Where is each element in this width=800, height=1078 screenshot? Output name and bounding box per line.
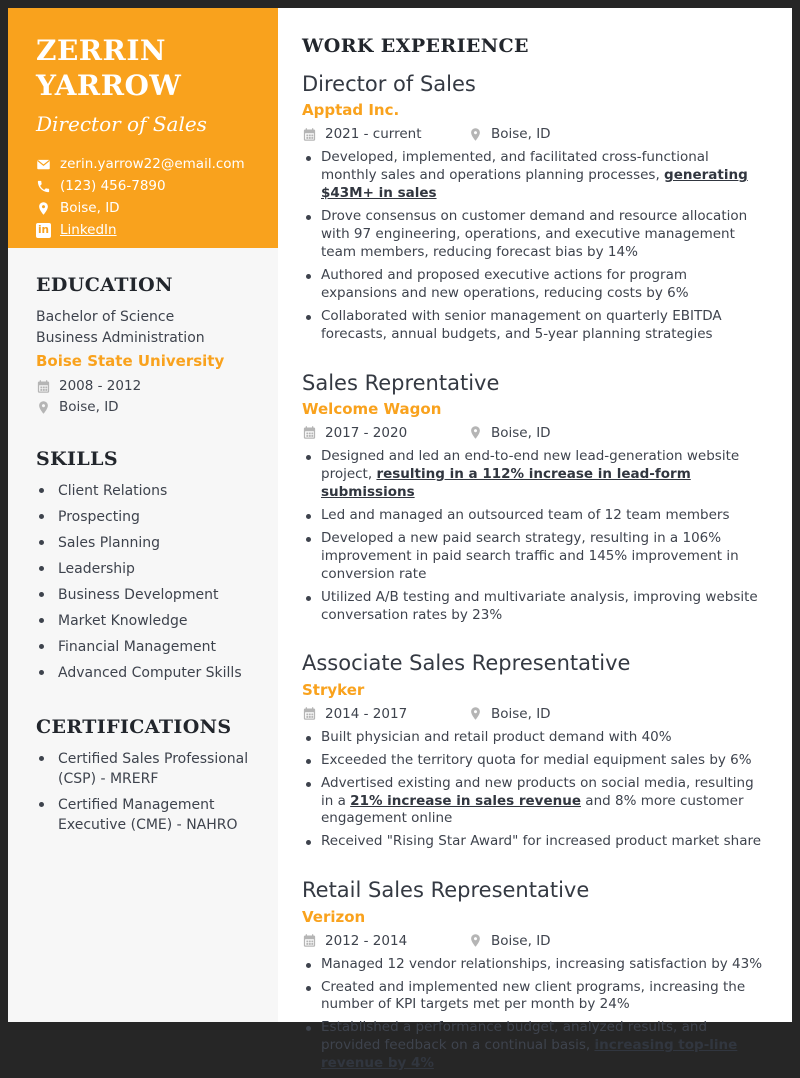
job-location: Boise, ID <box>491 932 551 949</box>
location-pin-icon <box>468 933 483 948</box>
bullet-item: Designed and led an end-to-end new lead-generation website project, resulting in a 112% increase in lead-form submissions <box>302 448 764 502</box>
bullet-item: Established a performance budget, analyzed results, and provided feedback on a continual basis, increasing top-line revenue by 4% <box>302 1019 764 1073</box>
job-title: Director of Sales <box>302 72 476 96</box>
profile-header <box>8 8 278 248</box>
work-experience-heading: WORK EXPERIENCE <box>302 35 529 57</box>
bullet-item: Advertised existing and new products on social media, resulting in a 21% increase in sales revenue and 8% more customer engagement online <box>302 775 764 829</box>
skill-item: Financial Management <box>36 637 256 657</box>
contact-email <box>36 156 254 172</box>
job-bullets <box>302 448 764 625</box>
bullet-item: Created and implemented new client programs, increasing the number of KPI targets met per month by 24% <box>302 979 764 1015</box>
linkedin-icon: in <box>37 224 50 237</box>
degree-line: Business Administration <box>36 330 205 346</box>
job-entry <box>302 878 764 1073</box>
job-dates-cell <box>302 126 468 142</box>
job-meta-row <box>302 706 764 722</box>
bullet-item: Developed a new paid search strategy, resulting in a 106% improvement in paid search traffic and 145% improvement in conversion rate <box>302 530 764 584</box>
person-title: Director of Sales <box>36 112 207 137</box>
phone-text: (123) 456-7890 <box>60 178 166 195</box>
job-meta-row <box>302 933 764 949</box>
job-title: Sales Reprentative <box>302 370 500 395</box>
email-text: zerin.yarrow22@email.com <box>60 156 245 173</box>
company-name: Stryker <box>302 680 365 699</box>
person-name: ZERRIN YARROW <box>36 34 182 102</box>
job-entry <box>302 371 764 625</box>
linkedin-link[interactable]: LinkedIn <box>60 222 117 239</box>
resume-page <box>8 8 792 1072</box>
location-pin-icon <box>468 706 483 721</box>
job-bullets <box>302 729 764 852</box>
degree-line: Bachelor of Science <box>36 309 175 325</box>
contact-list <box>36 156 254 238</box>
skill-item: Business Development <box>36 585 256 605</box>
email-icon <box>36 157 51 172</box>
phone-icon <box>36 179 51 194</box>
bullet-item: Exceeded the territory quota for medial equipment sales by 6% <box>302 752 764 770</box>
job-bullets <box>302 149 764 344</box>
job-dates-cell <box>302 706 468 722</box>
skills-heading: SKILLS <box>36 448 118 470</box>
skill-item: Client Relations <box>36 481 256 501</box>
work-experience-column <box>302 8 764 1078</box>
job-location-cell <box>468 706 551 722</box>
skills-section <box>8 448 278 683</box>
highlighted-text: resulting in a 112% increase in lead-form submissions <box>321 465 691 500</box>
skill-item: Prospecting <box>36 507 256 527</box>
location-icon <box>36 201 51 216</box>
bullet-item: Managed 12 vendor relationships, increasing satisfaction by 43% <box>302 956 764 974</box>
location-pin-icon <box>468 127 483 142</box>
highlighted-text: 21% increase in sales revenue <box>350 792 581 809</box>
job-location: Boise, ID <box>491 424 551 441</box>
certifications-section <box>8 716 278 835</box>
bullet-item: Utilized A/B testing and multivariate analysis, improving website conversation rates by 23% <box>302 589 764 625</box>
job-title: Associate Sales Representative <box>302 651 631 676</box>
skill-item: Leadership <box>36 559 256 579</box>
skill-item: Market Knowledge <box>36 611 256 631</box>
bullet-item: Authored and proposed executive actions for program expansions and new operations, reducing costs by 6% <box>302 267 764 303</box>
contact-phone <box>36 178 254 194</box>
bullet-item: Received "Rising Star Award" for increased product market share <box>302 833 764 851</box>
job-dates-cell <box>302 933 468 949</box>
job-location: Boise, ID <box>491 705 551 722</box>
education-heading: EDUCATION <box>36 274 173 296</box>
contact-location <box>36 200 254 216</box>
sidebar <box>8 8 278 1022</box>
company-name: Verizon <box>302 907 366 926</box>
education-location-row <box>36 399 256 415</box>
certification-item: Certified Sales Professional (CSP) - MRERF <box>36 749 256 789</box>
job-meta-row <box>302 425 764 441</box>
location-pin-icon <box>468 425 483 440</box>
bullet-item: Drove consensus on customer demand and resource allocation with 97 engineering, operations, and executive management team members, reducing forecast bias by 14% <box>302 208 764 262</box>
education-section <box>8 274 278 415</box>
education-location: Boise, ID <box>59 399 119 415</box>
job-location-cell <box>468 425 551 441</box>
certifications-list <box>36 749 256 835</box>
job-title: Retail Sales Representative <box>302 878 590 903</box>
location-text: Boise, ID <box>60 200 120 217</box>
skill-item: Sales Planning <box>36 533 256 553</box>
highlighted-text: generating $43M+ in sales <box>321 167 748 202</box>
job-location-cell <box>468 933 551 949</box>
education-dates-row <box>36 378 256 394</box>
job-location-cell <box>468 126 551 142</box>
job-dates: 2014 - 2017 <box>325 705 408 722</box>
company-name: Apptad Inc. <box>302 101 400 120</box>
bullet-item: Led and managed an outsourced team of 12 team members <box>302 507 764 525</box>
calendar-icon <box>302 933 317 948</box>
highlighted-text: increasing top-line revenue by 4% <box>321 1037 738 1072</box>
job-entry <box>302 72 764 344</box>
job-meta-row <box>302 126 764 142</box>
bullet-item: Developed, implemented, and facilitated cross-functional monthly sales and operations planning processes, generating $43M+ in sales <box>302 149 764 203</box>
job-bullets <box>302 956 764 1074</box>
company-name: Welcome Wagon <box>302 399 442 418</box>
calendar-icon <box>302 706 317 721</box>
calendar-icon <box>302 127 317 142</box>
certification-item: Certified Management Executive (CME) - NAHRO <box>36 795 256 835</box>
skills-list <box>36 481 256 683</box>
education-dates: 2008 - 2012 <box>59 378 142 394</box>
contact-linkedin <box>36 222 254 238</box>
job-location: Boise, ID <box>491 126 551 143</box>
skill-item: Advanced Computer Skills <box>36 663 256 683</box>
bullet-item: Collaborated with senior management on quarterly EBITDA forecasts, annual budgets, and 5-year planning strategies <box>302 308 764 344</box>
calendar-icon <box>302 425 317 440</box>
calendar-icon <box>36 379 51 394</box>
job-dates-cell <box>302 425 468 441</box>
job-dates: 2012 - 2014 <box>325 932 408 949</box>
school-name: Boise State University <box>36 352 225 370</box>
job-dates: 2021 - current <box>325 126 422 143</box>
job-dates: 2017 - 2020 <box>325 424 408 441</box>
location-pin-icon <box>36 400 51 415</box>
certifications-heading: CERTIFICATIONS <box>36 716 232 739</box>
bullet-item: Built physician and retail product demand with 40% <box>302 729 764 747</box>
job-entry <box>302 651 764 851</box>
